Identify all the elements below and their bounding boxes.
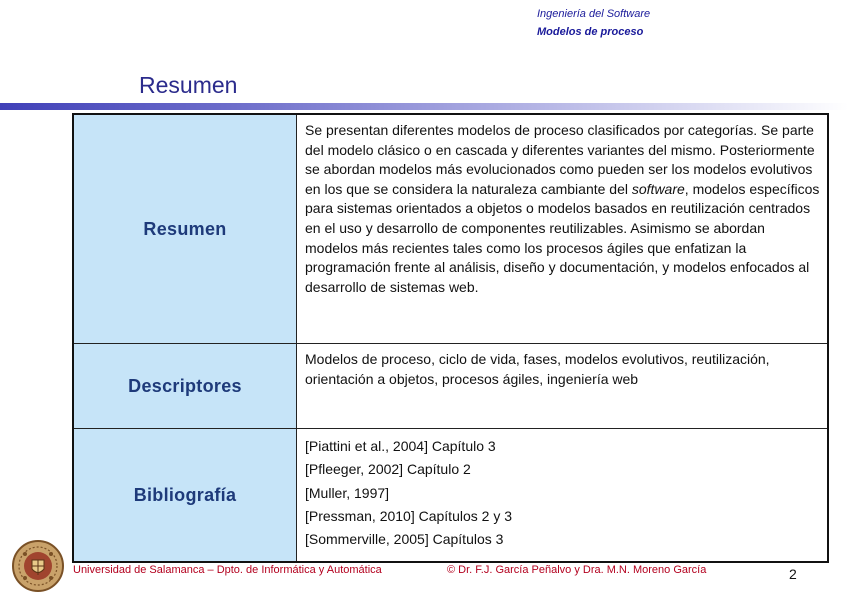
- resumen-text-part1: Se presentan diferentes modelos de proceso clasificados por categorías. Se parte del modelo clásico o en cascada y diferentes variantes del mismo. Posteriormente se abordan modelos más evolucionados como pueden ser los modelos evolutivos en los que se considera la naturaleza cambiante del: [305, 122, 815, 197]
- university-seal-icon: [12, 540, 64, 592]
- bibliography-item: [Pressman, 2010] Capítulos 2 y 3: [305, 507, 512, 524]
- table-row-descriptores: [73, 344, 828, 429]
- header-topic: Modelos de proceso: [537, 26, 644, 38]
- bibliography-item: [Pfleeger, 2002] Capítulo 2: [305, 461, 471, 478]
- title-underline-bar: [0, 103, 848, 110]
- resumen-text-part2: , modelos específicos para sistemas orientados a objetos o modelos basados en reutilización centrados en el uso y desarrollo de componentes reutilizables. Asimismo se abordan modelos más recientes tales como los procesos ágiles que enfatizan la programación frente al análisis, diseño y documentación, y modelos enfocados al desarrollo de sistemas web.: [305, 180, 820, 295]
- row-content-descriptores: [297, 344, 829, 429]
- summary-table: [72, 113, 829, 563]
- row-label-descriptores: Descriptores: [73, 344, 297, 429]
- bibliography-item: [Muller, 1997]: [305, 484, 390, 501]
- page-number: 2: [789, 566, 797, 582]
- table-row-bibliografia: [73, 429, 828, 563]
- row-content-bibliografia: [297, 429, 829, 563]
- bibliography-item: [Piattini et al., 2004] Capítulo 3: [305, 438, 496, 454]
- footer-authors: © Dr. F.J. García Peñalvo y Dra. M.N. Moreno García: [447, 564, 707, 576]
- footer-institution: Universidad de Salamanca – Dpto. de Informática y Automática: [73, 564, 382, 576]
- row-content-resumen: [297, 114, 829, 344]
- row-label-resumen: Resumen: [73, 114, 297, 344]
- bibliography-item: [Sommerville, 2005] Capítulos 3: [305, 531, 504, 548]
- descriptores-text: Modelos de proceso, ciclo de vida, fases, modelos evolutivos, reutilización, orientación a objetos, procesos ágiles, ingeniería web: [305, 351, 770, 387]
- table-row-resumen: [73, 114, 828, 344]
- row-label-bibliografia: Bibliografía: [73, 429, 297, 563]
- header-course: Ingeniería del Software: [537, 8, 651, 20]
- resumen-text-italic: software: [631, 180, 685, 197]
- slide-title: Resumen: [139, 72, 238, 98]
